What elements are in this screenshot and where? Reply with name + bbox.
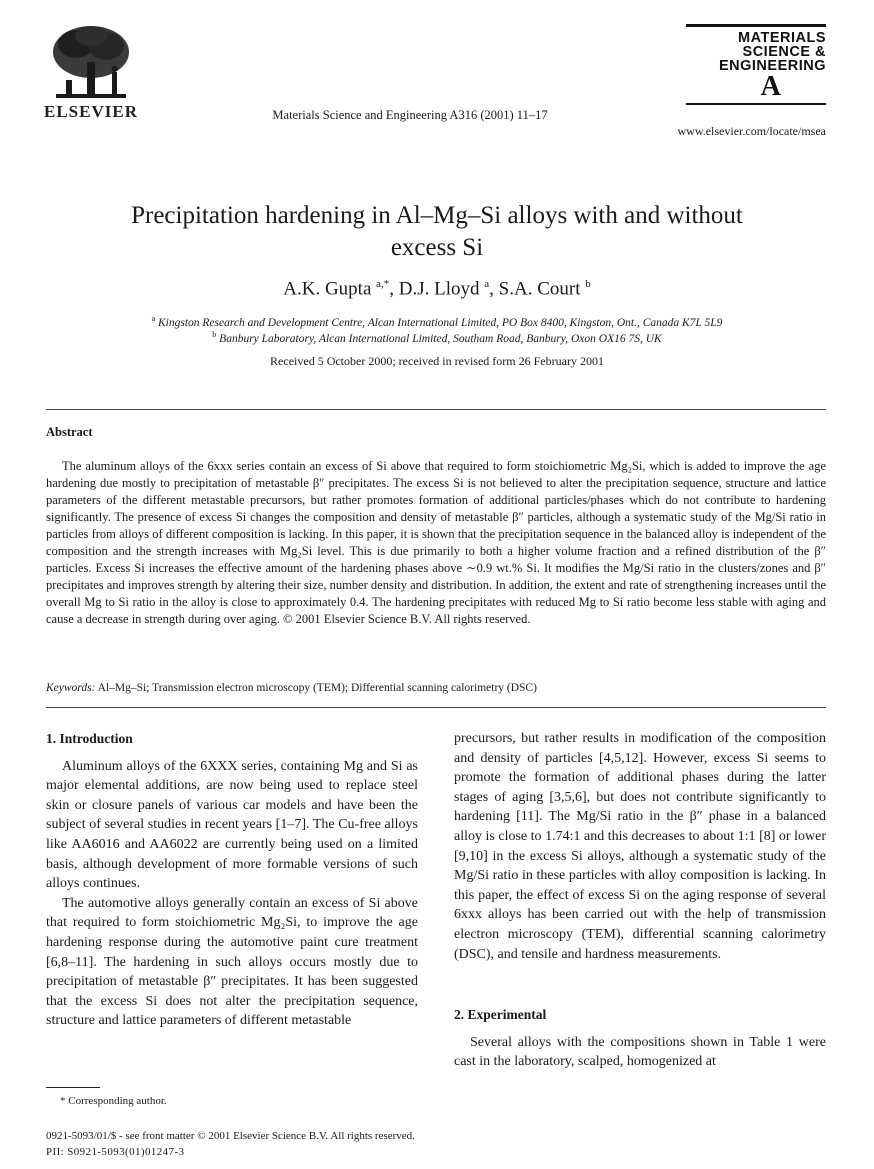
author-affiliation-mark: b [585, 278, 591, 290]
affiliation-text: Kingston Research and Development Centre, Alcan International Limited, PO Box 8400, Kingston, Ont., Canada K7L 5L9 [158, 316, 723, 329]
abstract-text: The aluminum alloys of the 6xxx series contain an excess of Si above that required to form stoichiometric Mg₂Si, which is added to improve the age hardening due mostly to precipitation of metastable β″ precipitates. The excess Si is not believed to alter the precipitation sequence, structure and lattice parameters of the different metastable precursors, but rather promotes formation of additional particles/phases which do not contribute to hardening significantly. The presence of excess Si changes the composition and density of metastable β″ particles, although a systematic study of the Mg/Si ratio in particles from alloys of different composition is lacking. In this paper, it is shown that the precipitation sequence in the balanced alloy is independent of the composition and the strength increases with Mg₂Si level. This is due primarily to both a higher volume fraction and a refined distribution of the β″ particles. Excess Si increases the effective amount of the hardening phases above ∼0.9 wt.% Si. It modifies the Mg/Si ratio in the clusters/zones and β″ precipitates and improves strength by altering their size, number density and distribution. In addition, the extent and rate of strengthening increases until the overall Mg to Si ratio in the alloy is close to approximately 0.4. The hardening precipitates with reduced Mg to Si ratio become less stable with aging and cause a decrease in strength during over aging. © 2001 Elsevier Science B.V. All rights reserved. [46, 459, 826, 626]
author-list [60, 278, 814, 300]
affiliation-mark: a [151, 314, 156, 323]
logo-line-4: A [760, 71, 782, 102]
paragraph: The automotive alloys generally contain an excess of Si above that required to form stoichiometric Mg₂Si, to improve the age hardening response during the automotive paint cure treatment [6,8–11]. The hardening in such alloys occurs mostly due to precipitation of metastable β″ precipitates. It has been suggested that the excess Si does not alter the precipitation sequence, structure and lattice parameters of different metastable [46, 895, 418, 1029]
logo-line-3: ENGINEERING [718, 58, 826, 74]
paragraph: Aluminum alloys of the 6XXX series, containing Mg and Si as major elemental additions, are now being used to replace steel skin or closure panels of various car models and have been the subject of several studies in recent years [1–7]. The Cu-free alloys like AA6016 and AA6022 are currently being used on a limited basis, although development of more formable versions of such alloys continues. [46, 758, 418, 892]
author-name: A.K. Gupta [283, 278, 372, 300]
footnote-rule [46, 1087, 100, 1088]
affiliation-text: Banbury Laboratory, Alcan International Limited, Southam Road, Banbury, Oxon OX16 7S, UK [219, 332, 662, 345]
right-column [454, 729, 826, 1072]
section-heading-experimental: 2. Experimental [454, 1007, 547, 1023]
logo-line-2: SCIENCE & [742, 44, 826, 60]
journal-url[interactable]: www.elsevier.com/locate/msea [677, 124, 826, 138]
section-heading-introduction: 1. Introduction [46, 731, 133, 746]
footnote: * Corresponding author. [60, 1095, 167, 1107]
received-dates: Received 5 October 2000; received in revised form 26 February 2001 [270, 354, 604, 368]
abstract-heading: Abstract [46, 425, 93, 439]
publisher-logo [36, 22, 146, 122]
author-affiliation-mark: a [484, 278, 490, 290]
author-name: D.J. Lloyd [398, 278, 480, 300]
left-column [46, 729, 418, 1031]
paragraph: precursors, but rather results in modification of the composition and density of particles [4,5,12]. However, excess Si seems to promote the formation of additional phases during the latter stages of aging [3,5,6], but does not contribute significantly to hardening [11]. The Mg/Si ratio in the β″ phase in a balanced alloy is close to 1.74:1 and this decreases to about 1:1 [8] or lower [9,10] in the excess Si alloys, although a systematic study of the Mg/Si ratio in these particles with alloy composition is lacking. In this paper, the effect of excess Si on the aging response of several 6xxx alloys has been carried out with the help of transmission electron microscopy (TEM), differential scanning calorimetry (DSC), and tensile and hardness measurements. [454, 731, 826, 962]
author-affiliation-mark: a,* [376, 278, 390, 290]
pii-line: PII: S0921-5093(01)01247-3 [46, 1146, 185, 1158]
keywords [46, 682, 826, 694]
logo-rule-bottom [686, 103, 826, 105]
logo-rule-top [686, 24, 826, 27]
author-name: S.A. Court [498, 278, 581, 300]
title-line-1: Precipitation hardening in Al–Mg–Si alloys with and without [131, 202, 743, 229]
affiliation [40, 314, 834, 329]
divider [46, 409, 826, 410]
elsevier-tree-icon [46, 22, 136, 102]
divider [46, 707, 826, 708]
article-title [60, 200, 814, 264]
title-line-2: excess Si [390, 234, 484, 261]
affiliation-mark: b [212, 330, 217, 339]
author-separator: , [489, 278, 499, 300]
journal-reference: Materials Science and Engineering A316 (2001) 11–17 [272, 108, 548, 122]
paragraph: Several alloys with the compositions shown in Table 1 were cast in the laboratory, scalped, homogenized at [454, 1034, 826, 1070]
logo-line-1: MATERIALS [737, 30, 826, 46]
keywords-label: Keywords: [46, 682, 96, 694]
journal-logo [686, 24, 826, 105]
keywords-text: Al–Mg–Si; Transmission electron microscopy (TEM); Differential scanning calorimetry (DSC) [97, 682, 537, 694]
issn-line: 0921-5093/01/$ - see front matter © 2001 Elsevier Science B.V. All rights reserved. [46, 1130, 415, 1142]
affiliation [40, 330, 834, 345]
author-separator: , [389, 278, 399, 300]
publisher-name: ELSEVIER [44, 102, 138, 121]
